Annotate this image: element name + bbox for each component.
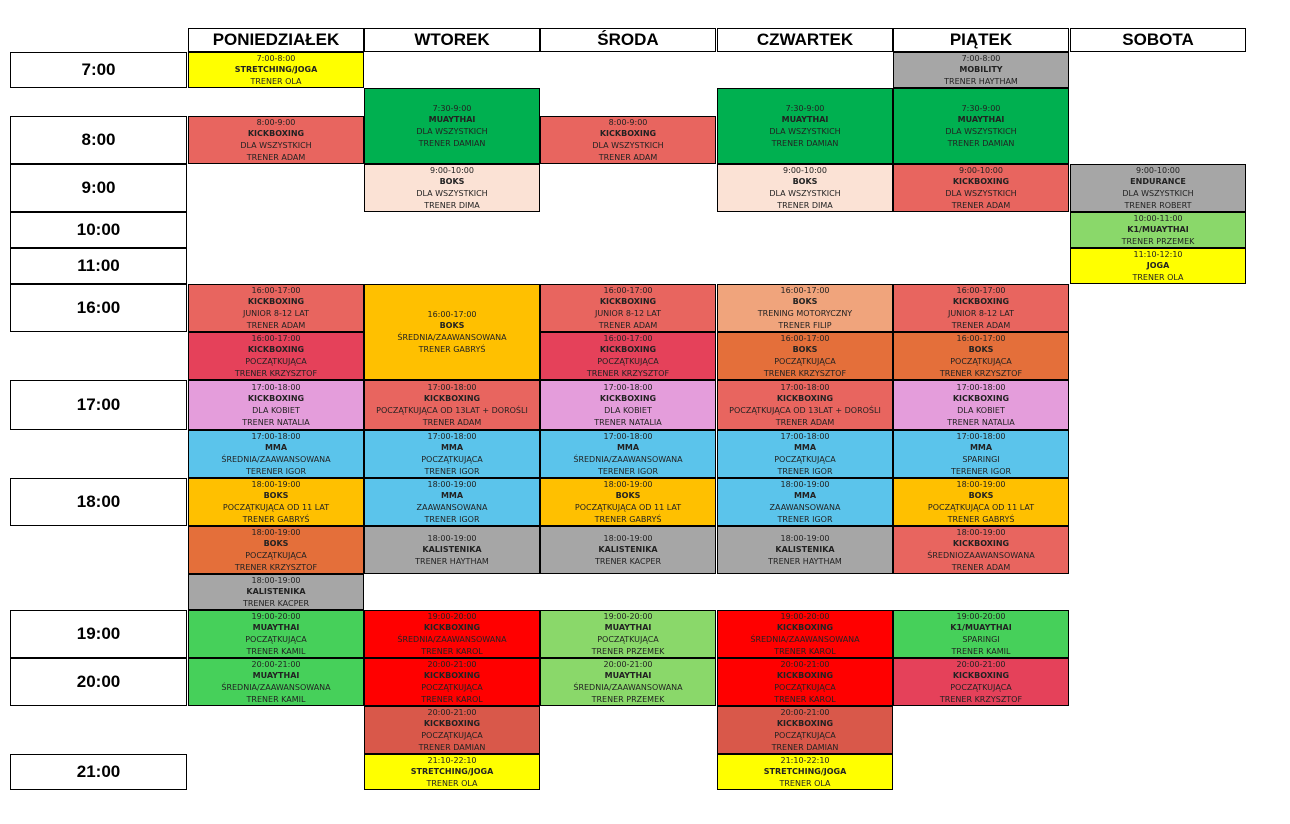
- class-trainer: TRENER KRZYSZTOF: [234, 562, 318, 572]
- class-level: ŚREDNIA/ZAAWANSOWANA: [221, 683, 331, 692]
- class-cell-kickboxing[interactable]: [364, 658, 540, 706]
- class-name: KICKBOXING: [952, 671, 1010, 681]
- time-label-16-00: 16:00: [10, 284, 187, 332]
- class-time: 16:00-17:00: [251, 285, 301, 295]
- class-trainer: TRENER OLA: [250, 76, 302, 86]
- class-name: KICKBOXING: [776, 671, 834, 681]
- class-name: BOKS: [792, 345, 818, 355]
- class-time: 17:00-18:00: [427, 431, 477, 441]
- class-trainer: TRENER ADAM: [775, 417, 835, 427]
- class-time: 9:00-10:00: [783, 165, 827, 175]
- class-level: TRENING MOTORYCZNY: [757, 309, 853, 318]
- class-cell-mma[interactable]: [364, 430, 540, 478]
- class-time: 18:00-19:00: [427, 479, 477, 489]
- class-trainer: TRENER KAMIL: [951, 646, 1011, 656]
- class-cell-endurance[interactable]: [1070, 164, 1246, 212]
- class-level: POCZĄTKUJĄCA: [774, 357, 836, 366]
- class-time: 17:00-18:00: [251, 431, 301, 441]
- class-level: POCZĄTKUJĄCA OD 11 LAT: [927, 503, 1035, 512]
- class-level: DLA WSZYSTKICH: [945, 127, 1017, 136]
- class-cell-muaythai[interactable]: [540, 658, 716, 706]
- class-cell-joga[interactable]: [1070, 248, 1246, 284]
- class-name: KICKBOXING: [952, 394, 1010, 404]
- class-cell-kickboxing[interactable]: [717, 658, 893, 706]
- class-trainer: TRENER ADAM: [422, 417, 482, 427]
- class-name: KALISTENIKA: [422, 545, 482, 555]
- class-name: KALISTENIKA: [775, 545, 835, 555]
- class-name: KICKBOXING: [776, 623, 834, 633]
- class-cell-kickboxing[interactable]: [717, 380, 893, 430]
- class-time: 8:00-9:00: [256, 117, 296, 127]
- class-time: 16:00-17:00: [780, 333, 830, 343]
- class-level: POCZĄTKUJĄCA: [597, 635, 659, 644]
- class-name: KICKBOXING: [423, 719, 481, 729]
- time-label-11-00: 11:00: [10, 248, 187, 284]
- class-trainer: TRENER KRZYSZTOF: [234, 368, 318, 378]
- class-level: ŚREDNIA/ZAAWANSOWANA: [750, 635, 860, 644]
- class-name: K1/MUAYTHAI: [950, 623, 1012, 633]
- class-level: ŚREDNIA/ZAAWANSOWANA: [397, 333, 507, 342]
- class-time: 18:00-19:00: [780, 479, 830, 489]
- class-trainer: TRENER ADAM: [951, 562, 1011, 572]
- class-name: BOKS: [263, 539, 289, 549]
- class-time: 16:00-17:00: [251, 333, 301, 343]
- class-trainer: TRENER GABRYŚ: [594, 514, 662, 524]
- class-cell-kickboxing[interactable]: [188, 380, 364, 430]
- class-trainer: TRENER ADAM: [951, 320, 1011, 330]
- class-name: KICKBOXING: [247, 297, 305, 307]
- class-trainer: TERENER IGOR: [245, 466, 307, 476]
- class-name: KICKBOXING: [776, 394, 834, 404]
- class-name: KICKBOXING: [599, 394, 657, 404]
- class-name: KICKBOXING: [952, 177, 1010, 187]
- class-cell-kalistenika[interactable]: [717, 526, 893, 574]
- class-name: KICKBOXING: [599, 297, 657, 307]
- class-name: MUAYTHAI: [428, 115, 476, 125]
- class-time: 7:00-8:00: [961, 53, 1001, 63]
- class-name: MOBILITY: [959, 65, 1003, 75]
- class-level: POCZĄTKUJĄCA OD 13LAT + DOROŚLI: [376, 406, 528, 415]
- class-name: MUAYTHAI: [781, 115, 829, 125]
- class-trainer: TRENER DAMIAN: [771, 138, 839, 148]
- class-trainer: TRENER NATALIA: [947, 417, 1015, 427]
- class-trainer: TRENER ADAM: [246, 152, 306, 162]
- class-level: JUNIOR 8-12 LAT: [594, 309, 662, 318]
- class-cell-muaythai[interactable]: [717, 88, 893, 164]
- class-level: POCZĄTKUJĄCA: [245, 635, 307, 644]
- class-cell-boks[interactable]: [364, 284, 540, 380]
- class-level: POCZĄTKUJĄCA: [421, 683, 483, 692]
- class-cell-muaythai[interactable]: [893, 88, 1069, 164]
- time-label-8-00: 8:00: [10, 116, 187, 164]
- day-header-poniedzialek: PONIEDZIAŁEK: [188, 28, 364, 52]
- day-header-wtorek: WTOREK: [364, 28, 540, 52]
- class-trainer: TRENER GABRYŚ: [947, 514, 1015, 524]
- class-level: ŚREDNIOZAAWANSOWANA: [927, 551, 1035, 560]
- class-time: 17:00-18:00: [780, 382, 830, 392]
- class-trainer: TRENER NATALIA: [594, 417, 662, 427]
- class-level: ŚREDNIA/ZAAWANSOWANA: [397, 635, 507, 644]
- class-level: POCZĄTKUJĄCA: [774, 455, 836, 464]
- class-trainer: TRENER OLA: [779, 778, 831, 788]
- class-level: ŚREDNIA/ZAAWANSOWANA: [573, 455, 683, 464]
- class-trainer: TRENER OLA: [1132, 272, 1184, 282]
- class-time: 9:00-10:00: [430, 165, 474, 175]
- class-name: KICKBOXING: [599, 129, 657, 139]
- class-time: 17:00-18:00: [603, 431, 653, 441]
- class-cell-kickboxing[interactable]: [540, 284, 716, 332]
- class-level: DLA KOBIET: [252, 406, 300, 415]
- class-name: KICKBOXING: [952, 539, 1010, 549]
- class-trainer: TRENER DAMIAN: [418, 742, 486, 752]
- class-trainer: TRENER HAYTHAM: [415, 556, 489, 566]
- day-header-sroda: ŚRODA: [540, 28, 716, 52]
- class-name: KICKBOXING: [247, 345, 305, 355]
- class-name: KICKBOXING: [247, 129, 305, 139]
- class-time: 7:30-9:00: [785, 103, 825, 113]
- class-time: 18:00-19:00: [251, 479, 301, 489]
- class-trainer: TRENER KAROL: [774, 694, 836, 704]
- class-time: 20:00-21:00: [251, 659, 301, 669]
- class-time: 16:00-17:00: [956, 333, 1006, 343]
- class-name: KICKBOXING: [952, 297, 1010, 307]
- class-time: 20:00-21:00: [427, 707, 477, 717]
- class-trainer: TRENER ROBERT: [1124, 200, 1192, 210]
- class-time: 7:30-9:00: [432, 103, 472, 113]
- time-label-17-00: 17:00: [10, 380, 187, 430]
- class-trainer: TRENER PRZEMEK: [591, 694, 665, 704]
- class-time: 9:00-10:00: [959, 165, 1003, 175]
- class-name: KICKBOXING: [776, 719, 834, 729]
- class-trainer: TRENER KAMIL: [246, 646, 306, 656]
- class-name: MUAYTHAI: [604, 671, 652, 681]
- class-trainer: TRENER KAROL: [774, 646, 836, 656]
- class-level: JUNIOR 8-12 LAT: [242, 309, 310, 318]
- class-cell-mma[interactable]: [540, 430, 716, 478]
- class-time: 16:00-17:00: [780, 285, 830, 295]
- class-trainer: TRENER ADAM: [598, 152, 658, 162]
- class-trainer: TRENER KRZYSZTOF: [763, 368, 847, 378]
- class-cell-mobility[interactable]: [893, 52, 1069, 88]
- class-trainer: TRENER FILIP: [778, 320, 832, 330]
- class-time: 20:00-21:00: [956, 659, 1006, 669]
- class-time: 11:10-12:10: [1133, 249, 1183, 259]
- time-label-9-00: 9:00: [10, 164, 187, 212]
- class-name: K1/MUAYTHAI: [1127, 225, 1189, 235]
- class-trainer: TRENER DAMIAN: [947, 138, 1015, 148]
- time-label-18-00: 18:00: [10, 478, 187, 526]
- class-cell-kalistenika[interactable]: [364, 526, 540, 574]
- class-trainer: TERENER IGOR: [597, 466, 659, 476]
- class-name: MUAYTHAI: [252, 671, 300, 681]
- class-level: ZAAWANSOWANA: [769, 503, 841, 512]
- class-time: 9:00-10:00: [1136, 165, 1180, 175]
- class-time: 18:00-19:00: [956, 479, 1006, 489]
- class-name: MUAYTHAI: [957, 115, 1005, 125]
- class-level: SPARINGI: [962, 455, 1000, 464]
- class-name: STRETCHING/JOGA: [234, 65, 318, 75]
- class-trainer: TRENER KRZYSZTOF: [939, 694, 1023, 704]
- class-time: 17:00-18:00: [956, 431, 1006, 441]
- class-trainer: TRENER ADAM: [598, 320, 658, 330]
- class-level: DLA KOBIET: [957, 406, 1005, 415]
- class-cell-boks[interactable]: [364, 164, 540, 212]
- class-cell-stretching-joga[interactable]: [717, 754, 893, 790]
- class-level: POCZĄTKUJĄCA OD 11 LAT: [574, 503, 682, 512]
- class-name: KALISTENIKA: [598, 545, 658, 555]
- time-label-7-00: 7:00: [10, 52, 187, 88]
- class-time: 17:00-18:00: [780, 431, 830, 441]
- class-cell-kalistenika[interactable]: [540, 526, 716, 574]
- class-level: POCZĄTKUJĄCA: [950, 683, 1012, 692]
- class-name: STRETCHING/JOGA: [763, 767, 847, 777]
- class-time: 21:10-22:10: [427, 755, 477, 765]
- class-name: MMA: [440, 443, 464, 453]
- class-trainer: TRENER IGOR: [424, 514, 480, 524]
- class-level: POCZĄTKUJĄCA: [421, 731, 483, 740]
- class-cell-mma[interactable]: [717, 430, 893, 478]
- class-trainer: TRENER PRZEMEK: [1121, 236, 1195, 246]
- class-name: BOKS: [439, 177, 465, 187]
- class-level: JUNIOR 8-12 LAT: [947, 309, 1015, 318]
- class-time: 16:00-17:00: [603, 285, 653, 295]
- class-cell-k1-muaythai[interactable]: [1070, 212, 1246, 248]
- class-name: KICKBOXING: [247, 394, 305, 404]
- class-trainer: TERENER IGOR: [950, 466, 1012, 476]
- class-cell-mma[interactable]: [717, 478, 893, 526]
- class-cell-kickboxing[interactable]: [188, 332, 364, 380]
- class-level: POCZĄTKUJĄCA OD 11 LAT: [222, 503, 330, 512]
- class-time: 19:00-20:00: [956, 611, 1006, 621]
- class-time: 20:00-21:00: [603, 659, 653, 669]
- class-level: POCZĄTKUJĄCA: [950, 357, 1012, 366]
- class-level: POCZĄTKUJĄCA: [597, 357, 659, 366]
- class-level: POCZĄTKUJĄCA: [774, 731, 836, 740]
- class-time: 16:00-17:00: [603, 333, 653, 343]
- class-trainer: TRENER KACPER: [594, 556, 662, 566]
- class-time: 20:00-21:00: [780, 659, 830, 669]
- class-time: 16:00-17:00: [956, 285, 1006, 295]
- class-cell-boks[interactable]: [893, 478, 1069, 526]
- class-cell-kickboxing[interactable]: [188, 116, 364, 164]
- class-cell-kickboxing[interactable]: [188, 284, 364, 332]
- class-trainer: TRENER HAYTHAM: [768, 556, 842, 566]
- class-level: ZAAWANSOWANA: [416, 503, 488, 512]
- class-cell-stretching-joga[interactable]: [364, 754, 540, 790]
- class-time: 21:10-22:10: [780, 755, 830, 765]
- class-trainer: TRENER KRZYSZTOF: [939, 368, 1023, 378]
- class-cell-kalistenika[interactable]: [188, 574, 364, 610]
- class-cell-kickboxing[interactable]: [540, 380, 716, 430]
- class-name: MMA: [793, 491, 817, 501]
- class-name: JOGA: [1146, 261, 1170, 271]
- class-time: 17:00-18:00: [603, 382, 653, 392]
- class-cell-kickboxing[interactable]: [364, 610, 540, 658]
- class-time: 19:00-20:00: [251, 611, 301, 621]
- time-label-10-00: 10:00: [10, 212, 187, 248]
- class-name: KICKBOXING: [423, 394, 481, 404]
- class-cell-kickboxing[interactable]: [893, 380, 1069, 430]
- class-name: BOKS: [263, 491, 289, 501]
- class-trainer: TRENER HAYTHAM: [944, 76, 1018, 86]
- class-trainer: TRENER OLA: [426, 778, 478, 788]
- class-time: 18:00-19:00: [956, 527, 1006, 537]
- class-cell-boks[interactable]: [188, 526, 364, 574]
- class-level: DLA WSZYSTKICH: [1122, 189, 1194, 198]
- class-cell-boks[interactable]: [717, 332, 893, 380]
- class-cell-kickboxing[interactable]: [540, 116, 716, 164]
- class-time: 18:00-19:00: [603, 533, 653, 543]
- class-name: MUAYTHAI: [252, 623, 300, 633]
- class-name: BOKS: [968, 345, 994, 355]
- class-level: SPARINGI: [962, 635, 1000, 644]
- class-name: BOKS: [968, 491, 994, 501]
- class-trainer: TRENER KAMIL: [246, 694, 306, 704]
- class-name: KALISTENIKA: [246, 587, 306, 597]
- class-name: KICKBOXING: [599, 345, 657, 355]
- class-level: POCZĄTKUJĄCA: [774, 683, 836, 692]
- class-trainer: TRENER KACPER: [242, 598, 310, 608]
- class-level: DLA WSZYSTKICH: [769, 189, 841, 198]
- class-time: 17:00-18:00: [956, 382, 1006, 392]
- class-trainer: TRENER DAMIAN: [771, 742, 839, 752]
- class-name: KICKBOXING: [423, 671, 481, 681]
- class-cell-boks[interactable]: [717, 284, 893, 332]
- class-trainer: TRENER ADAM: [951, 200, 1011, 210]
- class-trainer: TRENER GABRYŚ: [242, 514, 310, 524]
- class-trainer: TRENER NATALIA: [242, 417, 310, 427]
- class-cell-kickboxing[interactable]: [893, 526, 1069, 574]
- class-cell-boks[interactable]: [893, 332, 1069, 380]
- class-cell-k1-muaythai[interactable]: [893, 610, 1069, 658]
- class-trainer: TRENER ADAM: [246, 320, 306, 330]
- class-name: ENDURANCE: [1130, 177, 1186, 187]
- class-name: MMA: [793, 443, 817, 453]
- class-time: 18:00-19:00: [427, 533, 477, 543]
- class-name: BOKS: [439, 321, 465, 331]
- class-cell-boks[interactable]: [717, 164, 893, 212]
- class-name: BOKS: [615, 491, 641, 501]
- class-trainer: TRENER GABRYŚ: [418, 344, 486, 354]
- class-time: 10:00-11:00: [1133, 213, 1183, 223]
- class-cell-muaythai[interactable]: [188, 658, 364, 706]
- class-time: 19:00-20:00: [780, 611, 830, 621]
- class-trainer: TRENER IGOR: [777, 466, 833, 476]
- class-name: BOKS: [792, 177, 818, 187]
- time-label-19-00: 19:00: [10, 610, 187, 658]
- class-time: 7:00-8:00: [256, 53, 296, 63]
- class-cell-muaythai[interactable]: [188, 610, 364, 658]
- class-trainer: TRENER KAROL: [421, 694, 483, 704]
- class-time: 20:00-21:00: [427, 659, 477, 669]
- class-trainer: TRENER KRZYSZTOF: [586, 368, 670, 378]
- class-cell-muaythai[interactable]: [540, 610, 716, 658]
- class-name: MMA: [616, 443, 640, 453]
- class-name: MMA: [440, 491, 464, 501]
- time-label-21-00: 21:00: [10, 754, 187, 790]
- class-cell-kickboxing[interactable]: [540, 332, 716, 380]
- class-level: DLA WSZYSTKICH: [416, 189, 488, 198]
- class-trainer: TRENER KAROL: [421, 646, 483, 656]
- class-time: 7:30-9:00: [961, 103, 1001, 113]
- class-time: 20:00-21:00: [780, 707, 830, 717]
- class-time: 18:00-19:00: [251, 575, 301, 585]
- class-cell-kickboxing[interactable]: [364, 380, 540, 430]
- class-trainer: TRENER DIMA: [777, 200, 833, 210]
- class-cell-boks[interactable]: [540, 478, 716, 526]
- class-level: POCZĄTKUJĄCA OD 13LAT + DOROŚLI: [729, 406, 881, 415]
- class-level: DLA WSZYSTKICH: [592, 141, 664, 150]
- class-cell-kickboxing[interactable]: [893, 284, 1069, 332]
- class-cell-kickboxing[interactable]: [364, 706, 540, 754]
- class-cell-mma[interactable]: [893, 430, 1069, 478]
- class-name: STRETCHING/JOGA: [410, 767, 494, 777]
- class-cell-kickboxing[interactable]: [717, 610, 893, 658]
- day-header-sobota: SOBOTA: [1070, 28, 1246, 52]
- class-cell-kickboxing[interactable]: [893, 658, 1069, 706]
- class-cell-muaythai[interactable]: [364, 88, 540, 164]
- class-time: 19:00-20:00: [427, 611, 477, 621]
- class-level: DLA WSZYSTKICH: [945, 189, 1017, 198]
- class-level: POCZĄTKUJĄCA: [421, 455, 483, 464]
- class-level: POCZĄTKUJĄCA: [245, 357, 307, 366]
- class-trainer: TRENER DIMA: [424, 200, 480, 210]
- class-name: KICKBOXING: [423, 623, 481, 633]
- class-cell-mma[interactable]: [188, 430, 364, 478]
- class-time: 18:00-19:00: [603, 479, 653, 489]
- class-trainer: TRENER PRZEMEK: [591, 646, 665, 656]
- class-time: 18:00-19:00: [780, 533, 830, 543]
- day-header-piatek: PIĄTEK: [893, 28, 1069, 52]
- class-cell-stretching-joga[interactable]: [188, 52, 364, 88]
- class-level: ŚREDNIA/ZAAWANSOWANA: [573, 683, 683, 692]
- class-name: MMA: [969, 443, 993, 453]
- class-cell-kickboxing[interactable]: [717, 706, 893, 754]
- class-time: 18:00-19:00: [251, 527, 301, 537]
- day-header-czwartek: CZWARTEK: [717, 28, 893, 52]
- class-time: 8:00-9:00: [608, 117, 648, 127]
- class-level: ŚREDNIA/ZAAWANSOWANA: [221, 455, 331, 464]
- class-time: 19:00-20:00: [603, 611, 653, 621]
- class-trainer: TRENER IGOR: [424, 466, 480, 476]
- class-cell-boks[interactable]: [188, 478, 364, 526]
- class-name: MUAYTHAI: [604, 623, 652, 633]
- class-level: DLA WSZYSTKICH: [240, 141, 312, 150]
- class-trainer: TRENER DAMIAN: [418, 138, 486, 148]
- class-time: 17:00-18:00: [251, 382, 301, 392]
- class-name: BOKS: [792, 297, 818, 307]
- class-level: POCZĄTKUJĄCA: [245, 551, 307, 560]
- class-time: 17:00-18:00: [427, 382, 477, 392]
- class-level: DLA KOBIET: [604, 406, 652, 415]
- class-level: DLA WSZYSTKICH: [416, 127, 488, 136]
- class-level: DLA WSZYSTKICH: [769, 127, 841, 136]
- class-trainer: TRENER IGOR: [777, 514, 833, 524]
- class-cell-mma[interactable]: [364, 478, 540, 526]
- class-time: 16:00-17:00: [427, 309, 477, 319]
- time-label-20-00: 20:00: [10, 658, 187, 706]
- class-name: MMA: [264, 443, 288, 453]
- class-cell-kickboxing[interactable]: [893, 164, 1069, 212]
